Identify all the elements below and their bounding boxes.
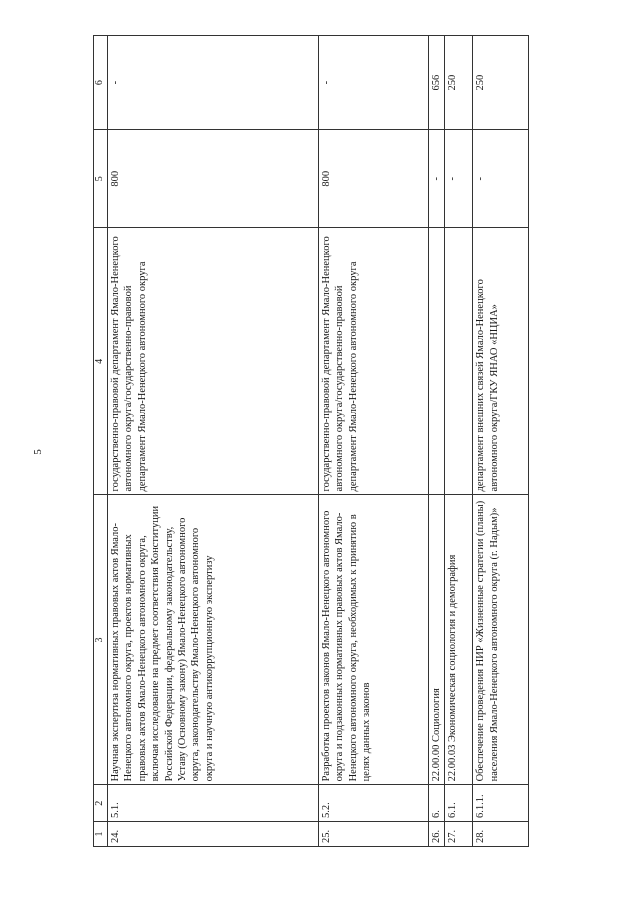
row-value-6: 250: [445, 36, 473, 130]
header-col-4: 4: [94, 228, 108, 495]
row-name: 22.00.00 Социология: [428, 495, 444, 785]
row-number: 26.: [428, 821, 444, 846]
header-col-3: 3: [94, 495, 108, 785]
row-department: государственно-правовой департамент Ямало-Ненецкого автономного округа/государственно-правовой департамент Ямало-Ненецкого автономного округа: [318, 228, 428, 495]
page-number: 5: [32, 449, 44, 455]
header-col-1: 1: [94, 821, 108, 846]
row-department: [445, 228, 473, 495]
header-col-5: 5: [94, 130, 108, 228]
row-department: департамент внешних связей Ямало-Ненецкого автономного округа/ГКУ ЯНАО «НЦИА»: [473, 228, 529, 495]
row-value-6: 250: [473, 36, 529, 130]
row-number: 24.: [107, 821, 318, 846]
row-value-5: -: [428, 130, 444, 228]
row-code: 6.: [428, 785, 444, 822]
row-value-5: -: [445, 130, 473, 228]
table-row: [473, 36, 529, 847]
row-number: 27.: [445, 821, 473, 846]
row-value-6: -: [318, 36, 428, 130]
row-department: государственно-правовой департамент Ямало-Ненецкого автономного округа/государственно-правовой департамент Ямало-Ненецкого автономного округа: [107, 228, 318, 495]
row-name: Научная экспертиза нормативных правовых актов Ямало-Ненецкого автономного округа, проектов нормативных правовых актов Ямало-Ненецкого автономного округа, включая исследование на предмет соответствия Конституции Российской Федерации, федеральному законодательству, Уставу (Основному закону) Ямало-Ненецкого автономного округа, законодательству Ямало-Ненецкого автономного округа и научную антикоррупционную экспертизу: [107, 495, 318, 785]
row-value-5: -: [473, 130, 529, 228]
table-row: [445, 36, 473, 847]
row-code: 6.1.: [445, 785, 473, 822]
row-number: 28.: [473, 821, 529, 846]
row-name: 22.00.03 Экономическая социология и демография: [445, 495, 473, 785]
header-col-2: 2: [94, 785, 108, 822]
data-table: [93, 35, 529, 847]
row-name: Разработка проектов законов Ямало-Ненецкого автономного округа и подзаконных нормативных правовых актов Ямало-Ненецкого автономного округа, необходимых к принятию в целях данных законов: [318, 495, 428, 785]
table-row: [428, 36, 444, 847]
table-header-row: [94, 36, 108, 847]
row-value-5: 800: [107, 130, 318, 228]
rotated-table-container: [93, 35, 597, 847]
row-code: 6.1.1.: [473, 785, 529, 822]
row-value-5: 800: [318, 130, 428, 228]
row-value-6: -: [107, 36, 318, 130]
table-row: [107, 36, 318, 847]
row-name: Обеспечение проведения НИР «Жизненные стратегии (планы) населения Ямало-Ненецкого автономного округа (г. Надым)»: [473, 495, 529, 785]
row-value-6: 656: [428, 36, 444, 130]
table-row: [318, 36, 428, 847]
row-department: [428, 228, 444, 495]
row-code: 5.1.: [107, 785, 318, 822]
row-code: 5.2.: [318, 785, 428, 822]
header-col-6: 6: [94, 36, 108, 130]
row-number: 25.: [318, 821, 428, 846]
